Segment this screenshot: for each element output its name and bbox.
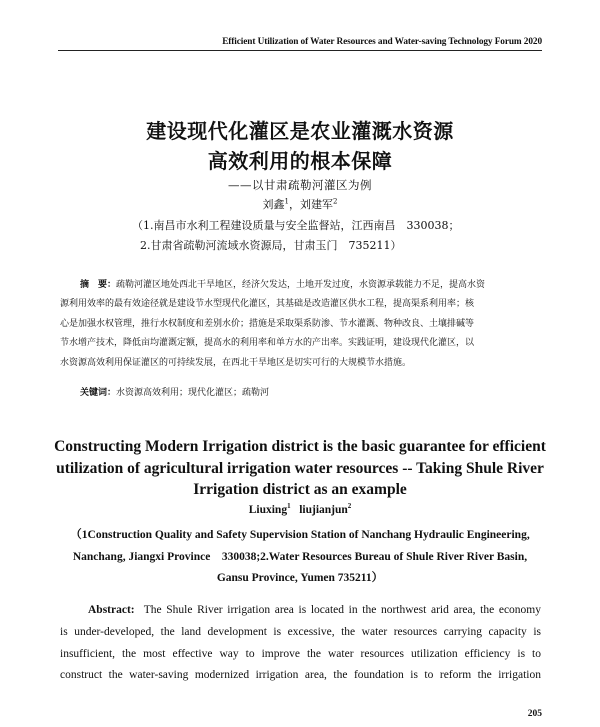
running-header-title: Efficient Utilization of Water Resources and Water-saving Technology Forum 2020	[222, 37, 542, 47]
english-abstract-line-1-text: The Shule River irrigation area is located in the northwest arid area, the economy	[143, 604, 541, 616]
chinese-subtitle: ——以甘肃疏勒河灌区为例	[228, 178, 372, 192]
chinese-abstract-line: 水资源高效利用保证灌区的可持续发展，在西北干旱地区是切实可行的大规模节水措施。	[60, 357, 412, 368]
chinese-author-1-affil-mark: 1	[284, 197, 289, 206]
chinese-author-1: 刘鑫	[262, 198, 285, 211]
chinese-affiliation-1: （1.南昌市水利工程建设质量与安全监督站，江西南昌 330038；	[132, 219, 460, 232]
english-title-line-1: Constructing Modern Irrigation district is the basic guarantee for efficient	[54, 438, 546, 455]
english-title-line-2: utilization of agricultural irrigation water resources -- Taking Shule River	[56, 459, 544, 477]
chinese-abstract-line: 节水增产技术，降低亩均灌溉定额，提高水的利用率和单方水的产出率。实践证明，建设现代化灌区，以	[60, 338, 475, 349]
english-affiliation-line-2: Nanchang, Jiangxi Province 330038;2.Water Resources Bureau of Shule River River Basin,	[72, 550, 528, 563]
chinese-author-2: 刘建军	[300, 198, 333, 211]
chinese-abstract	[60, 276, 541, 373]
english-author-1-affil-mark: 1	[287, 502, 291, 511]
english-affiliation-line-3: Gansu Province, Yumen 735211）	[216, 572, 384, 584]
chinese-affiliations	[132, 216, 460, 256]
english-abstract-line-3: insufficient, the most effective way to improve the water resources utilization efficiency is to	[60, 647, 541, 660]
chinese-abstract-line: 疏勒河灌区地处西北干旱地区，经济欠发达，土地开发过度，水资源承载能力不足，提高水资	[116, 280, 486, 290]
chinese-title-line-2: 高效利用的根本保障	[207, 149, 393, 173]
page-number: 205	[527, 709, 542, 719]
english-abstract	[60, 600, 541, 687]
chinese-title	[0, 116, 600, 176]
english-author-2: liujianjun	[299, 504, 348, 516]
chinese-title-line-1: 建设现代化灌区是农业灌溉水资源	[146, 119, 454, 143]
english-affiliations	[50, 525, 550, 590]
english-title-line-3: Irrigation district as an example	[193, 481, 407, 498]
running-header	[58, 34, 542, 51]
english-abstract-line-2: is under-developed, the land development is excessive, the water resources carrying capacity is	[60, 625, 541, 638]
english-affiliation-line-1: （1Construction Quality and Safety Supervision Station of Nanchang Hydraulic Engineering,	[70, 529, 530, 541]
chinese-keywords-text: 水资源高效利用；现代化灌区；疏勒河	[116, 388, 270, 398]
english-abstract-label: Abstract:	[88, 604, 135, 616]
chinese-affiliation-2: 2.甘肃省疏勒河流域水资源局，甘肃玉门 735211）	[140, 239, 402, 252]
chinese-author-separator: ，	[289, 198, 300, 211]
chinese-keywords	[80, 385, 269, 398]
chinese-abstract-line: 源利用效率的最有效途径就是建设节水型现代化灌区，其基础是改造灌区供水工程，提高渠系利用率；核	[60, 299, 475, 310]
english-author-1: Liuxing	[248, 504, 288, 516]
english-author-2-affil-mark: 2	[347, 502, 352, 511]
english-abstract-line-4: construct the water-saving modernized irrigation area, the foundation is to reform the irrigation	[60, 669, 541, 682]
chinese-abstract-line: 心是加强水权管理，推行水权制度和差别水价；措施是采取渠系防渗、节水灌溉、物种改良、土壤排碱等	[60, 318, 475, 329]
english-title	[40, 436, 560, 501]
english-authors	[0, 504, 600, 516]
chinese-keywords-label: 关键词：	[80, 388, 117, 398]
chinese-abstract-label: 摘 要：	[80, 280, 117, 290]
chinese-authors	[0, 196, 600, 212]
english-abstract-line-1	[60, 600, 541, 622]
chinese-author-2-affil-mark: 2	[333, 197, 338, 206]
